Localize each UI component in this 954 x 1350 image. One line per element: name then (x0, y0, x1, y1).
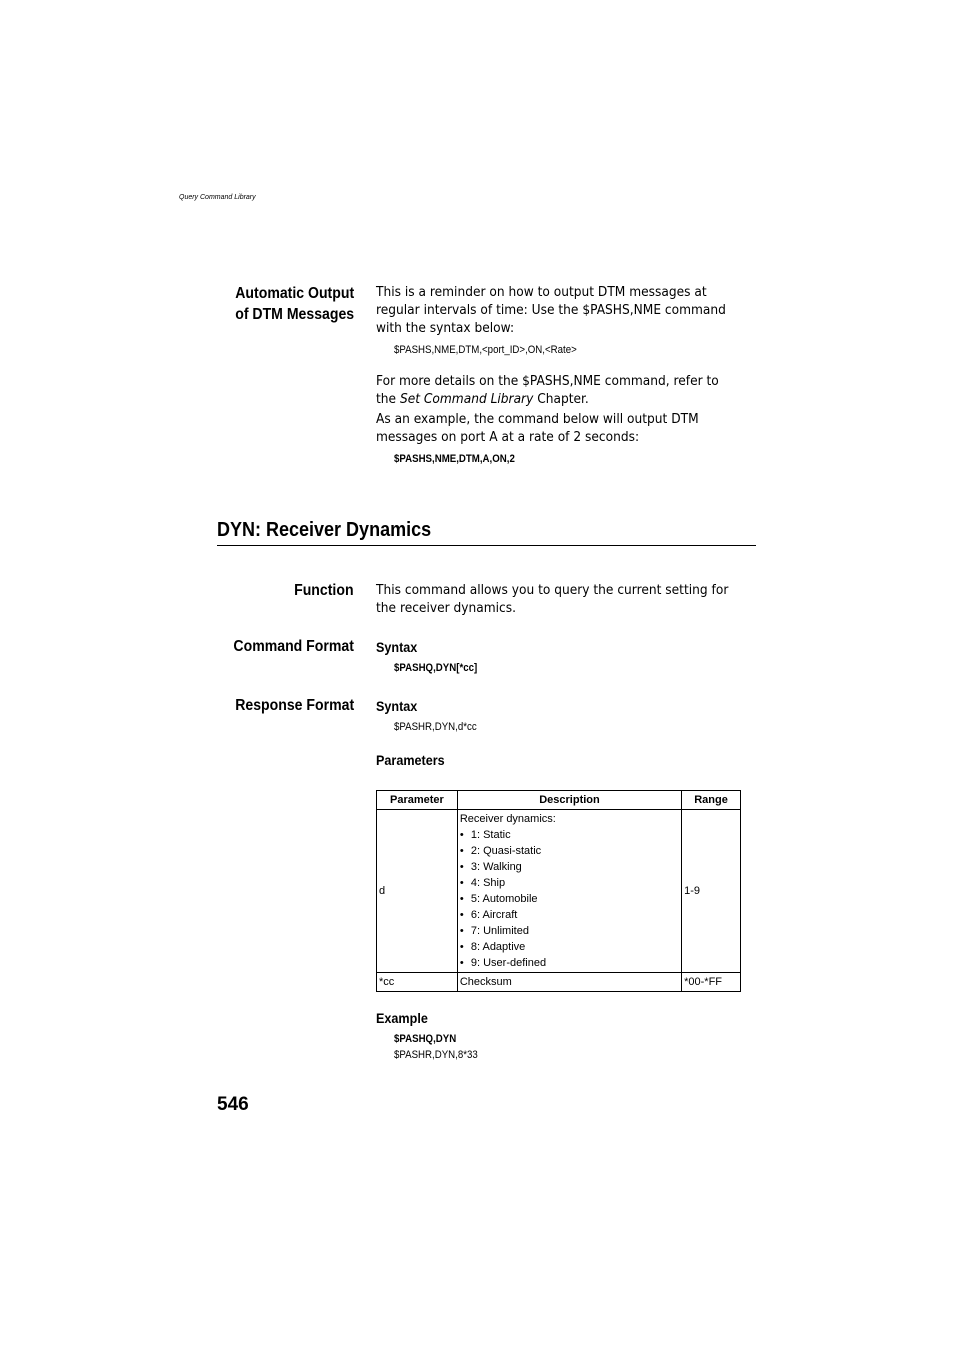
auto-output-paragraph-2 (376, 373, 733, 409)
auto-output-heading (235, 283, 354, 325)
bullet-item: • 3: Walking (460, 859, 679, 875)
auto-output-heading-line1: Automatic Output (235, 285, 354, 302)
section-title: DYN: Receiver Dynamics (217, 519, 432, 541)
response-syntax-label: Syntax (376, 698, 418, 714)
table-cell-description: Checksum (457, 973, 681, 992)
table-header-row (377, 791, 741, 810)
table-header-range: Range (682, 791, 741, 810)
table-cell-parameter: *cc (377, 973, 458, 992)
bullet-item: • 5: Automobile (460, 891, 679, 907)
table-cell-parameter: d (377, 810, 458, 973)
running-head: Query Command Library (179, 194, 256, 201)
response-syntax: $PASHR,DYN,d*cc (394, 721, 477, 733)
bullet-item: • 9: User-defined (460, 955, 679, 971)
bullet-item: • 6: Aircraft (460, 907, 679, 923)
table-cell-range: 1-9 (682, 810, 741, 973)
section-rule (217, 545, 756, 546)
function-heading: Function (294, 582, 354, 599)
description-intro: Receiver dynamics: (459, 813, 556, 825)
table-header-parameter: Parameter (377, 791, 458, 810)
auto-output-paragraph-1: This is a reminder on how to output DTM messages at regular intervals of time: Use the $PASHS,NME command with the syntax below: (376, 285, 726, 336)
auto-output-example-command: $PASHS,NME,DTM,A,ON,2 (394, 453, 515, 465)
example-label: Example (376, 1010, 428, 1026)
table-row (377, 973, 741, 992)
example-response: $PASHR,DYN,8*33 (394, 1049, 478, 1061)
table-cell-description (457, 810, 681, 973)
parameters-label: Parameters (376, 752, 445, 768)
response-format-heading: Response Format (235, 697, 354, 714)
command-syntax: $PASHQ,DYN[*cc] (394, 662, 478, 674)
bullet-item: • 4: Ship (460, 875, 679, 891)
parameters-table (376, 790, 741, 992)
table-row (377, 810, 741, 973)
set-command-library-reference: Set Command Library (399, 392, 534, 407)
bullet-item: • 8: Adaptive (460, 939, 679, 955)
example-query: $PASHQ,DYN (394, 1033, 457, 1045)
auto-output-syntax: $PASHS,NME,DTM,<port_ID>,ON,<Rate> (394, 344, 577, 356)
bullet-item: • 2: Quasi-static (460, 843, 679, 859)
command-syntax-label: Syntax (376, 639, 418, 655)
function-text: This command allows you to query the current setting for the receiver dynamics. (376, 583, 729, 616)
auto-output-paragraph-3: As an example, the command below will output DTM messages on port A at a rate of 2 seconds: (376, 412, 699, 445)
bullet-item: • 7: Unlimited (460, 923, 679, 939)
auto-output-paragraph-2-suffix: Chapter. (533, 392, 589, 407)
auto-output-heading-line2: of DTM Messages (235, 306, 354, 323)
table-header-description: Description (457, 791, 681, 810)
table-cell-range: *00-*FF (682, 973, 741, 992)
command-format-heading: Command Format (233, 638, 354, 655)
page-number: 546 (217, 1094, 249, 1115)
auto-output-paragraph-2-prefix: For more details on the $PASHS,NME command, refer to the (376, 374, 719, 407)
bullet-item: • 1: Static (460, 827, 679, 843)
